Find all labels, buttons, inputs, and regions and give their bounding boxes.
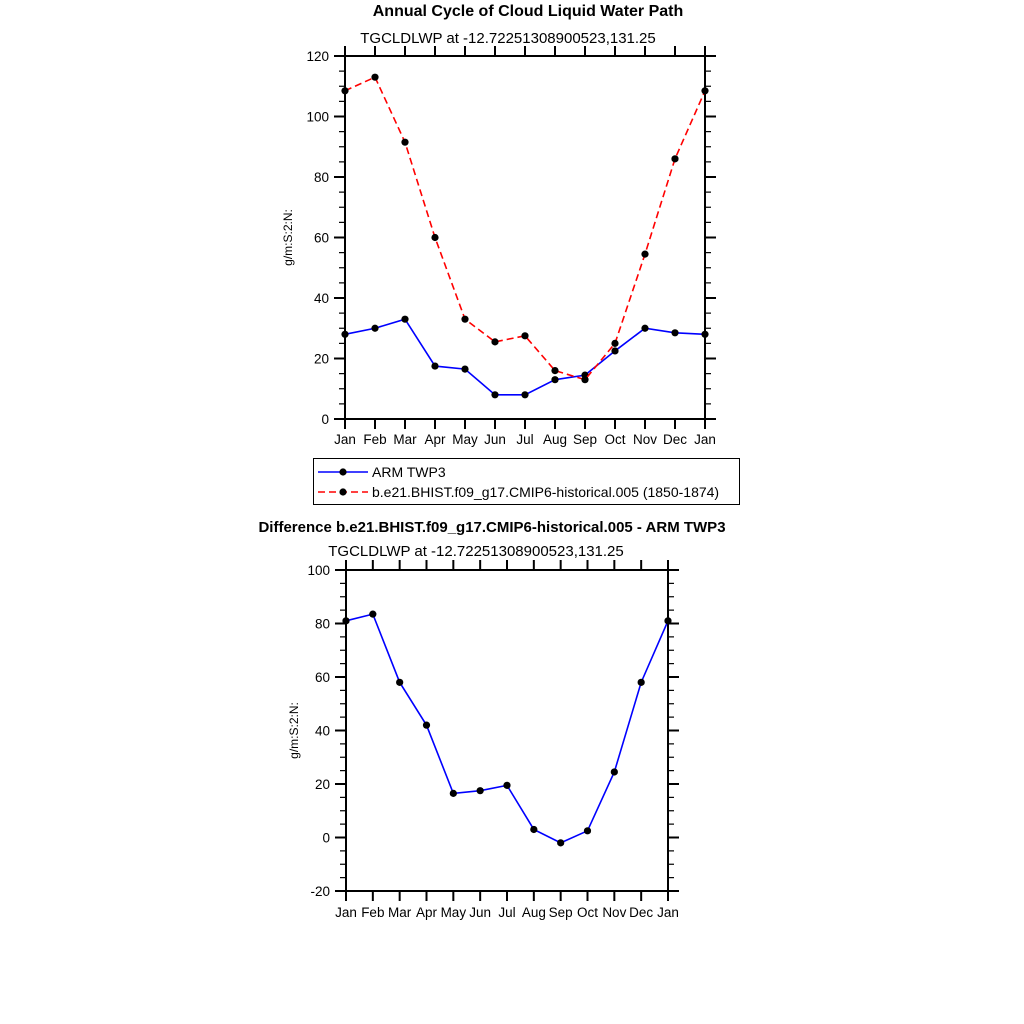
data-point-marker	[611, 347, 618, 354]
data-point-marker	[401, 139, 408, 146]
data-point-marker	[530, 826, 537, 833]
data-point-marker	[521, 391, 528, 398]
x-tick-label: Oct	[604, 432, 626, 447]
data-point-marker	[477, 787, 484, 794]
y-tick-label: 80	[314, 616, 330, 632]
data-point-marker	[461, 365, 468, 372]
data-point-marker	[371, 74, 378, 81]
x-tick-label: Nov	[602, 905, 627, 920]
x-tick-label: Feb	[361, 905, 385, 920]
data-point-marker	[584, 827, 591, 834]
data-point-marker	[401, 316, 408, 323]
y-tick-label: 20	[314, 777, 330, 792]
data-point-marker	[641, 251, 648, 258]
y-tick-label: 120	[306, 49, 329, 64]
x-tick-label: May	[440, 905, 467, 920]
data-point-marker	[551, 376, 558, 383]
data-point-marker	[423, 722, 430, 729]
x-tick-label: Feb	[363, 432, 387, 447]
data-point-marker	[369, 611, 376, 618]
x-tick-label: Aug	[542, 432, 568, 447]
x-tick-label: Dec	[662, 432, 688, 447]
data-point-marker	[491, 391, 498, 398]
x-tick-label: Jun	[484, 432, 506, 447]
x-tick-label: Sep	[548, 905, 573, 920]
legend-box	[313, 458, 740, 505]
legend-marker-icon	[339, 468, 346, 475]
data-point-marker	[503, 782, 510, 789]
x-tick-label: Sep	[572, 432, 598, 447]
y-tick-label: 100	[306, 109, 329, 125]
data-point-marker	[341, 331, 348, 338]
x-tick-label: Mar	[388, 905, 412, 920]
x-tick-label: Jan	[334, 432, 356, 447]
x-tick-label: Jul	[498, 905, 516, 920]
data-point-marker	[551, 367, 558, 374]
chart2-subtitle: TGCLDLWP at -12.72251308900523,131.25	[328, 543, 624, 560]
data-point-marker	[611, 768, 618, 775]
data-point-marker	[371, 325, 378, 332]
y-tick-label: 40	[313, 291, 329, 306]
data-point-marker	[638, 679, 645, 686]
x-tick-label: Jul	[516, 432, 534, 447]
y-tick-label: 60	[314, 670, 330, 685]
data-point-marker	[396, 679, 403, 686]
legend-label-arm-twp3: ARM TWP3	[372, 464, 446, 480]
x-tick-label: Jan	[694, 432, 716, 447]
data-point-marker	[450, 790, 457, 797]
data-point-marker	[671, 329, 678, 336]
y-tick-label: 0	[321, 412, 329, 427]
legend-sample-solid-line	[318, 466, 370, 478]
data-point-marker	[521, 332, 528, 339]
data-point-marker	[431, 234, 438, 241]
y-tick-label: 20	[313, 351, 329, 367]
legend-label-model: b.e21.BHIST.f09_g17.CMIP6-historical.005 (1850-1874)	[372, 484, 720, 500]
series-line	[346, 614, 668, 843]
x-tick-label: May	[452, 432, 478, 447]
data-point-marker	[581, 376, 588, 383]
legend-marker-icon	[339, 488, 346, 495]
y-tick-label: 40	[314, 723, 330, 739]
data-point-marker	[342, 617, 349, 624]
data-point-marker	[641, 325, 648, 332]
x-tick-label: Aug	[521, 905, 546, 920]
legend-item-arm-twp3	[318, 462, 739, 482]
x-tick-label: Oct	[576, 905, 599, 920]
x-tick-label: Apr	[424, 432, 446, 447]
chart1-subtitle: TGCLDLWP at -12.72251308900523,131.25	[360, 30, 656, 47]
data-point-marker	[611, 340, 618, 347]
x-tick-label: Apr	[415, 905, 438, 920]
x-tick-label: Mar	[393, 432, 417, 447]
data-point-marker	[664, 617, 671, 624]
y-axis-label: g/m:S:2:N:	[281, 209, 295, 266]
y-axis-label: g/m:S:2:N:	[287, 702, 301, 759]
legend-sample-dashed-line	[318, 486, 370, 498]
chart2-title: Difference b.e21.BHIST.f09_g17.CMIP6-historical.005 - ARM TWP3	[258, 519, 726, 536]
x-tick-label: Jan	[335, 905, 357, 920]
y-tick-label: 0	[322, 830, 330, 846]
data-point-marker	[341, 87, 348, 94]
y-tick-label: 100	[307, 563, 330, 578]
x-tick-label: Jun	[469, 905, 492, 920]
series-line	[345, 319, 705, 395]
data-point-marker	[701, 87, 708, 94]
x-tick-label: Dec	[629, 905, 654, 920]
data-point-marker	[431, 362, 438, 369]
legend-item-model	[318, 482, 739, 502]
y-tick-label: -20	[310, 884, 330, 899]
y-tick-label: 60	[313, 230, 329, 246]
x-tick-label: Jan	[657, 905, 679, 920]
data-point-marker	[557, 839, 564, 846]
plot-frame	[346, 570, 668, 891]
data-point-marker	[671, 155, 678, 162]
y-tick-label: 80	[313, 170, 329, 185]
data-point-marker	[701, 331, 708, 338]
data-point-marker	[491, 338, 498, 345]
data-point-marker	[461, 316, 468, 323]
x-tick-label: Nov	[632, 432, 658, 447]
chart1-title: Annual Cycle of Cloud Liquid Water Path	[372, 3, 684, 20]
